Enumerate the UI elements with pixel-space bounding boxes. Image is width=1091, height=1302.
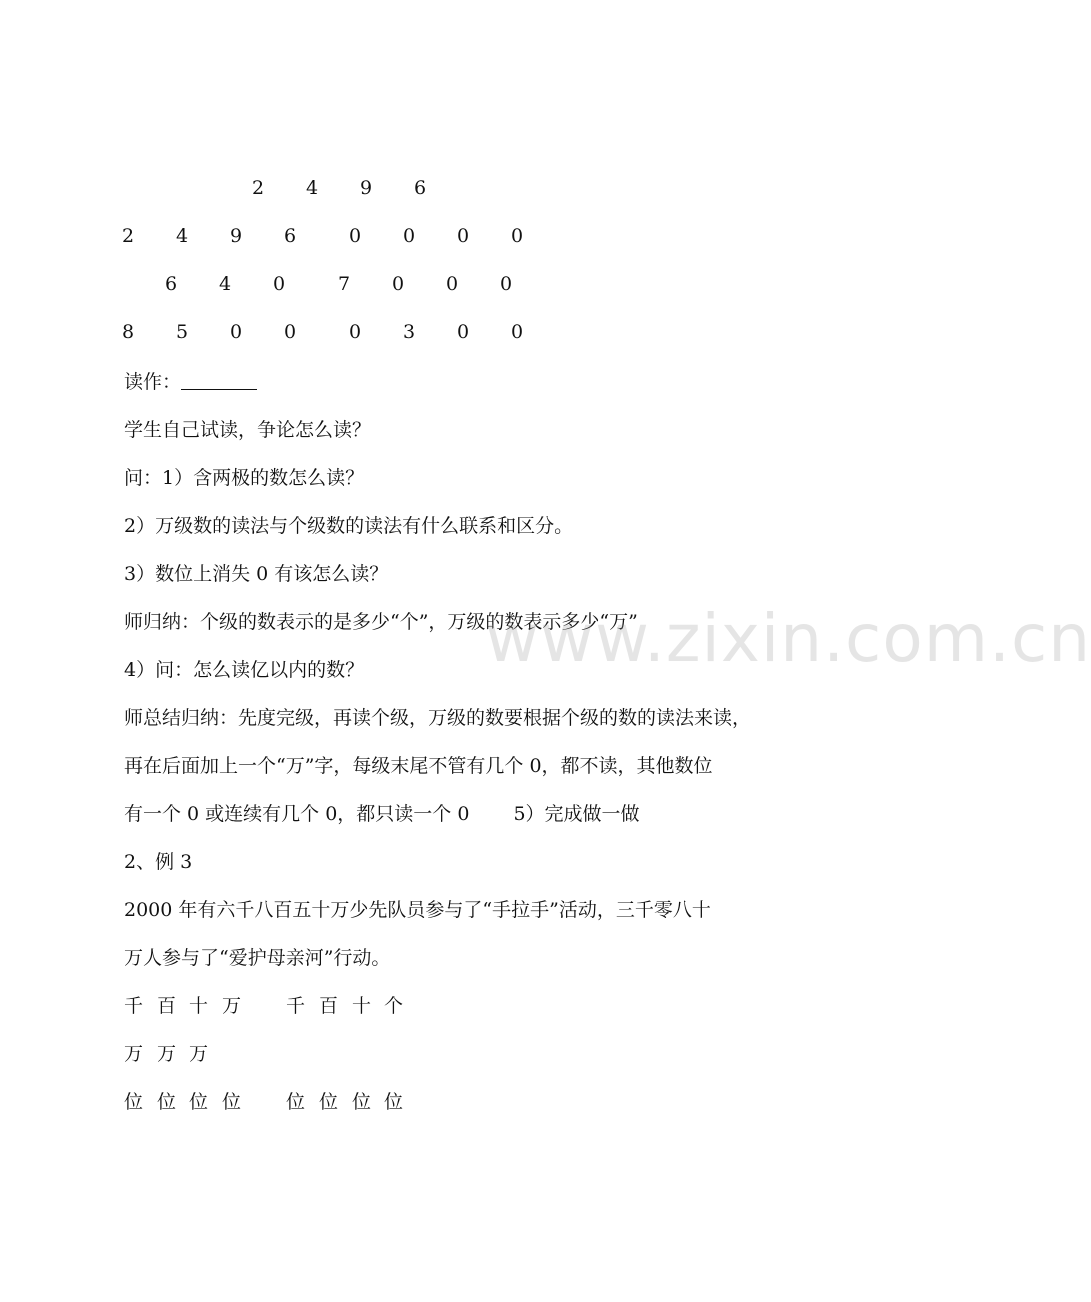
text-line: 再在后面加上一个“万”字，每级末尾不管有几个 0，都不读，其他数位 — [124, 755, 713, 777]
text-segment: 5）完成做一做 — [513, 803, 640, 825]
place-cell: 千 — [286, 995, 306, 1017]
place-cell: 位 — [286, 1091, 306, 1113]
place-cell: 位 — [157, 1091, 177, 1113]
text-segment: 有一个 0 或连续有几个 0，都只读一个 0 — [124, 803, 470, 825]
digit: 6 — [284, 225, 297, 247]
digit: 0 — [457, 321, 470, 343]
place-cell: 十 — [352, 995, 372, 1017]
answer-blank — [181, 371, 257, 390]
place-cell: 十 — [189, 995, 209, 1017]
digit: 6 — [165, 273, 178, 295]
place-cell: 百 — [157, 995, 177, 1017]
text-line: 师总结归纳：先度完级，再读个级，万级的数要根据个级的数的读法来读， — [124, 707, 752, 729]
place-cell: 个 — [384, 995, 404, 1017]
digit: 0 — [403, 225, 416, 247]
digit: 0 — [511, 225, 524, 247]
digit: 8 — [122, 321, 135, 343]
text-line: 万人参与了“爱护母亲河”行动。 — [124, 947, 391, 969]
digit: 0 — [457, 225, 470, 247]
place-cell: 位 — [384, 1091, 404, 1113]
section-heading: 2、例 3 — [124, 851, 193, 873]
digit: 0 — [500, 273, 513, 295]
text-line: 学生自己试读，争论怎么读？ — [124, 419, 372, 441]
place-cell: 万 — [124, 1043, 144, 1065]
digit: 0 — [284, 321, 297, 343]
digit: 2 — [252, 177, 265, 199]
watermark: www.zixin.com.cn — [485, 600, 1091, 677]
text-line: 2）万级数的读法与个级数的读法有什么联系和区分。 — [124, 515, 574, 537]
digit: 0 — [349, 321, 362, 343]
digit: 4 — [219, 273, 232, 295]
digit: 4 — [176, 225, 189, 247]
place-cell: 千 — [124, 995, 144, 1017]
digit: 9 — [230, 225, 243, 247]
text-line: 2000 年有六千八百五十万少先队员参与了“手拉手”活动，三千零八十 — [124, 899, 711, 921]
digit: 3 — [403, 321, 416, 343]
digit: 6 — [414, 177, 427, 199]
place-cell: 万 — [222, 995, 242, 1017]
digit: 0 — [446, 273, 459, 295]
digit: 0 — [511, 321, 524, 343]
digit: 0 — [230, 321, 243, 343]
digit: 0 — [392, 273, 405, 295]
read-as-line — [124, 370, 257, 394]
digit: 4 — [306, 177, 319, 199]
text-line: 问：1）含两极的数怎么读？ — [124, 467, 365, 489]
place-cell: 位 — [124, 1091, 144, 1113]
place-cell: 万 — [157, 1043, 177, 1065]
digit: 9 — [360, 177, 373, 199]
text-line — [124, 802, 640, 826]
place-cell: 位 — [189, 1091, 209, 1113]
digit: 5 — [176, 321, 189, 343]
digit: 2 — [122, 225, 135, 247]
place-cell: 百 — [319, 995, 339, 1017]
place-cell: 万 — [189, 1043, 209, 1065]
place-cell: 位 — [222, 1091, 242, 1113]
digit: 0 — [273, 273, 286, 295]
place-cell: 位 — [352, 1091, 372, 1113]
text-line: 师归纳：个级的数表示的是多少“个”，万级的数表示多少“万” — [124, 611, 638, 633]
read-label: 读作： — [124, 371, 182, 393]
digit: 0 — [349, 225, 362, 247]
text-line: 4）问：怎么读亿以内的数？ — [124, 659, 365, 681]
digit: 7 — [338, 273, 351, 295]
place-cell: 位 — [319, 1091, 339, 1113]
text-line: 3）数位上消失 0 有该怎么读？ — [124, 563, 389, 585]
